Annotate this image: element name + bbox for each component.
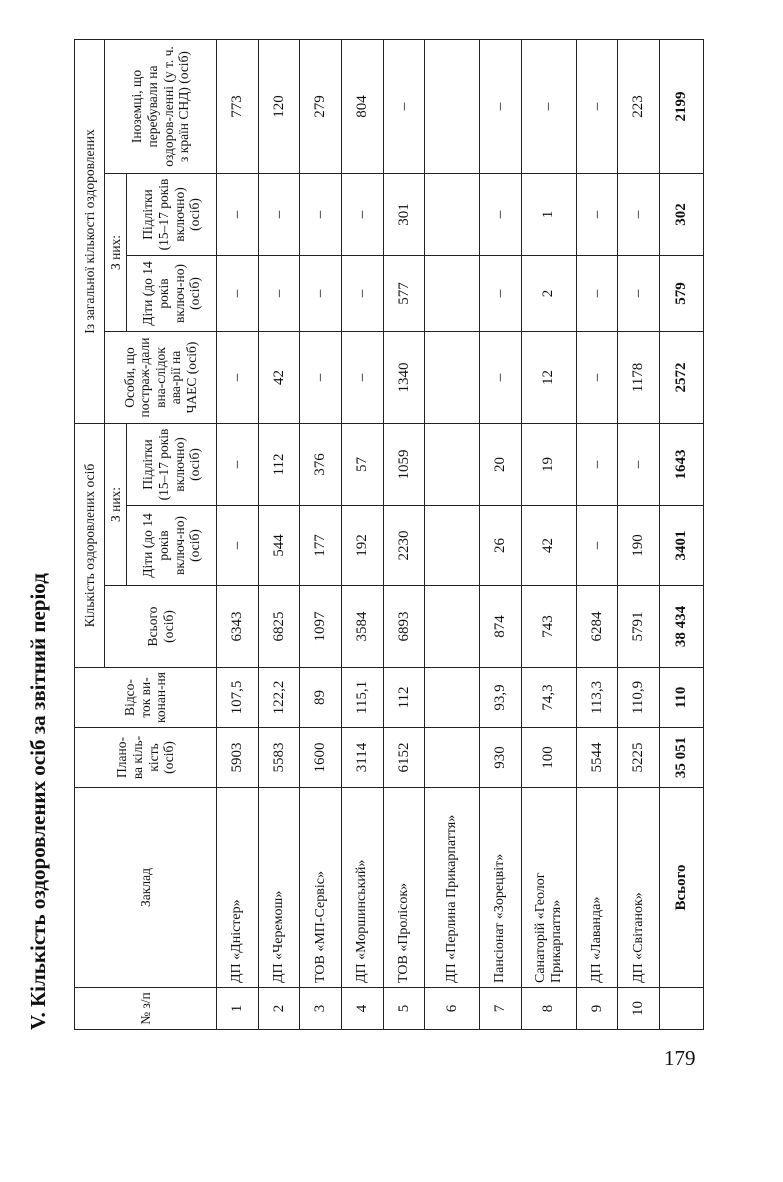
cell-foreign: – — [480, 40, 522, 174]
cell-total: 1097 — [300, 586, 342, 668]
page-number: 179 — [664, 1046, 696, 1070]
cell-chaes: 1340 — [383, 332, 425, 424]
header-children-2: Діти (до 14 років включ-но) (осіб) — [127, 256, 217, 332]
cell-name: ТОВ «Пролісок» — [383, 788, 425, 988]
table-row — [576, 40, 618, 1030]
cell-c2: 577 — [383, 256, 425, 332]
cell-total: 6343 — [217, 586, 259, 668]
cell-name: Санаторій «Геолог Прикарпаття» — [521, 788, 576, 988]
cell-t1 — [425, 424, 480, 506]
cell-c2: – — [576, 256, 618, 332]
cell-c1 — [425, 506, 480, 586]
cell-t2: 1 — [521, 174, 576, 256]
cell-percent: 112 — [383, 668, 425, 728]
cell-percent — [425, 668, 480, 728]
cell-t2: – — [342, 174, 384, 256]
cell-name: ДП «Дністер» — [217, 788, 259, 988]
cell-c2: – — [618, 256, 660, 332]
cell-foreign: 279 — [300, 40, 342, 174]
header-from-total-group: Із загальної кількості оздоровлених — [75, 40, 105, 424]
table-row — [618, 40, 660, 1030]
cell-t1: 112 — [258, 424, 300, 506]
total-cell-c1: 3401 — [660, 506, 704, 586]
cell-total: 6284 — [576, 586, 618, 668]
cell-name: ТОВ «МП-Сервіс» — [300, 788, 342, 988]
cell-total: 3584 — [342, 586, 384, 668]
cell-c2: – — [300, 256, 342, 332]
cell-planned: 100 — [521, 728, 576, 788]
cell-chaes: – — [480, 332, 522, 424]
healed-persons-table — [74, 39, 704, 1030]
cell-n: 3 — [300, 988, 342, 1030]
header-foreigners: Іноземці, що перебували на оздоров-ленні (у т. ч. з країн СНД) (осіб) — [105, 40, 217, 174]
cell-c1: 42 — [521, 506, 576, 586]
total-cell-planned: 35 051 — [660, 728, 704, 788]
total-cell-foreign: 2199 — [660, 40, 704, 174]
total-cell-percent: 110 — [660, 668, 704, 728]
cell-percent: 74,3 — [521, 668, 576, 728]
page-title: V. Кількість оздоровлених осіб за звітний період — [26, 573, 50, 1030]
total-cell-chaes: 2572 — [660, 332, 704, 424]
cell-t1: – — [618, 424, 660, 506]
cell-c1: 190 — [618, 506, 660, 586]
cell-t1: 20 — [480, 424, 522, 506]
cell-n: 4 — [342, 988, 384, 1030]
cell-n: 8 — [521, 988, 576, 1030]
cell-t2: – — [300, 174, 342, 256]
table-row — [425, 40, 480, 1030]
total-cell-t1: 1643 — [660, 424, 704, 506]
header-total: Всього (осіб) — [105, 586, 217, 668]
cell-total: 6825 — [258, 586, 300, 668]
cell-c1: 192 — [342, 506, 384, 586]
cell-foreign — [425, 40, 480, 174]
cell-t1: – — [576, 424, 618, 506]
cell-c1: 544 — [258, 506, 300, 586]
cell-t1: – — [217, 424, 259, 506]
cell-n: 5 — [383, 988, 425, 1030]
total-cell-t2: 302 — [660, 174, 704, 256]
cell-planned: 6152 — [383, 728, 425, 788]
header-of-them-1: З них: — [105, 424, 127, 586]
header-institution: Заклад — [75, 788, 217, 988]
cell-c2 — [425, 256, 480, 332]
cell-foreign: – — [383, 40, 425, 174]
cell-percent: 113,3 — [576, 668, 618, 728]
cell-foreign: 773 — [217, 40, 259, 174]
cell-t2: – — [480, 174, 522, 256]
cell-foreign: – — [521, 40, 576, 174]
cell-planned: 1600 — [300, 728, 342, 788]
cell-chaes: 1178 — [618, 332, 660, 424]
cell-t2: – — [618, 174, 660, 256]
cell-n: 10 — [618, 988, 660, 1030]
header-healed-group: Кількість оздоровлених осіб — [75, 424, 105, 668]
cell-total — [425, 586, 480, 668]
rotated-content — [18, 40, 738, 1030]
cell-percent: 110,9 — [618, 668, 660, 728]
cell-percent: 107,5 — [217, 668, 259, 728]
cell-chaes: 12 — [521, 332, 576, 424]
cell-n: 6 — [425, 988, 480, 1030]
cell-t2 — [425, 174, 480, 256]
cell-name: ДП «Лаванда» — [576, 788, 618, 988]
header-of-them-2: З них: — [105, 174, 127, 332]
cell-total: 874 — [480, 586, 522, 668]
header-teens-2: Підлітки (15–17 років включно) (осіб) — [127, 174, 217, 256]
cell-name: Пансіонат «Зорецвіт» — [480, 788, 522, 988]
cell-t1: 376 — [300, 424, 342, 506]
header-chaes: Особи, що постраж-дали вна-слідок ава-рії на ЧАЕС (осіб) — [105, 332, 217, 424]
cell-t1: 19 — [521, 424, 576, 506]
cell-foreign: 804 — [342, 40, 384, 174]
cell-n: 1 — [217, 988, 259, 1030]
cell-planned — [425, 728, 480, 788]
cell-foreign: – — [576, 40, 618, 174]
cell-planned: 3114 — [342, 728, 384, 788]
cell-foreign: 120 — [258, 40, 300, 174]
cell-planned: 930 — [480, 728, 522, 788]
table-row — [300, 40, 342, 1030]
cell-t2: 301 — [383, 174, 425, 256]
cell-c1: – — [217, 506, 259, 586]
cell-n: 9 — [576, 988, 618, 1030]
cell-c2: – — [480, 256, 522, 332]
cell-chaes: – — [217, 332, 259, 424]
cell-n: 7 — [480, 988, 522, 1030]
cell-chaes: – — [300, 332, 342, 424]
table-row — [217, 40, 259, 1030]
cell-planned: 5225 — [618, 728, 660, 788]
total-cell-label: Всього — [660, 788, 704, 988]
cell-chaes: 42 — [258, 332, 300, 424]
cell-percent: 89 — [300, 668, 342, 728]
cell-planned: 5903 — [217, 728, 259, 788]
cell-name: ДП «Черемош» — [258, 788, 300, 988]
table-row — [480, 40, 522, 1030]
cell-percent: 115,1 — [342, 668, 384, 728]
cell-c1: 26 — [480, 506, 522, 586]
total-row — [660, 40, 704, 1030]
cell-percent: 93,9 — [480, 668, 522, 728]
table-row — [258, 40, 300, 1030]
cell-total: 743 — [521, 586, 576, 668]
cell-percent: 122,2 — [258, 668, 300, 728]
cell-t2: – — [258, 174, 300, 256]
cell-name: ДП «Світанок» — [618, 788, 660, 988]
table-body — [217, 40, 704, 1030]
total-cell-c2: 579 — [660, 256, 704, 332]
header-teens-1: Підлітки (15–17 років включно) (осіб) — [127, 424, 217, 506]
cell-c1: 2230 — [383, 506, 425, 586]
total-cell-total: 38 434 — [660, 586, 704, 668]
cell-c2: – — [342, 256, 384, 332]
table-row — [521, 40, 576, 1030]
cell-name: ДП «Перлина Прикарпаття» — [425, 788, 480, 988]
cell-t1: 1059 — [383, 424, 425, 506]
cell-c2: – — [217, 256, 259, 332]
cell-c1: 177 — [300, 506, 342, 586]
header-num: № з/п — [75, 988, 217, 1030]
cell-c2: – — [258, 256, 300, 332]
cell-planned: 5583 — [258, 728, 300, 788]
cell-n — [660, 988, 704, 1030]
cell-n: 2 — [258, 988, 300, 1030]
cell-t2: – — [576, 174, 618, 256]
header-planned: Плано-ва кіль-кість (осіб) — [75, 728, 217, 788]
table-row — [342, 40, 384, 1030]
cell-t1: 57 — [342, 424, 384, 506]
header-percent: Відсо-ток ви-конан-ня — [75, 668, 217, 728]
cell-total: 6893 — [383, 586, 425, 668]
cell-t2: – — [217, 174, 259, 256]
cell-chaes: – — [342, 332, 384, 424]
cell-foreign: 223 — [618, 40, 660, 174]
cell-chaes: – — [576, 332, 618, 424]
table-row — [383, 40, 425, 1030]
cell-total: 5791 — [618, 586, 660, 668]
header-children-1: Діти (до 14 років включ-но) (осіб) — [127, 506, 217, 586]
cell-name: ДП «Моршинський» — [342, 788, 384, 988]
cell-planned: 5544 — [576, 728, 618, 788]
cell-chaes — [425, 332, 480, 424]
cell-c1: – — [576, 506, 618, 586]
cell-c2: 2 — [521, 256, 576, 332]
